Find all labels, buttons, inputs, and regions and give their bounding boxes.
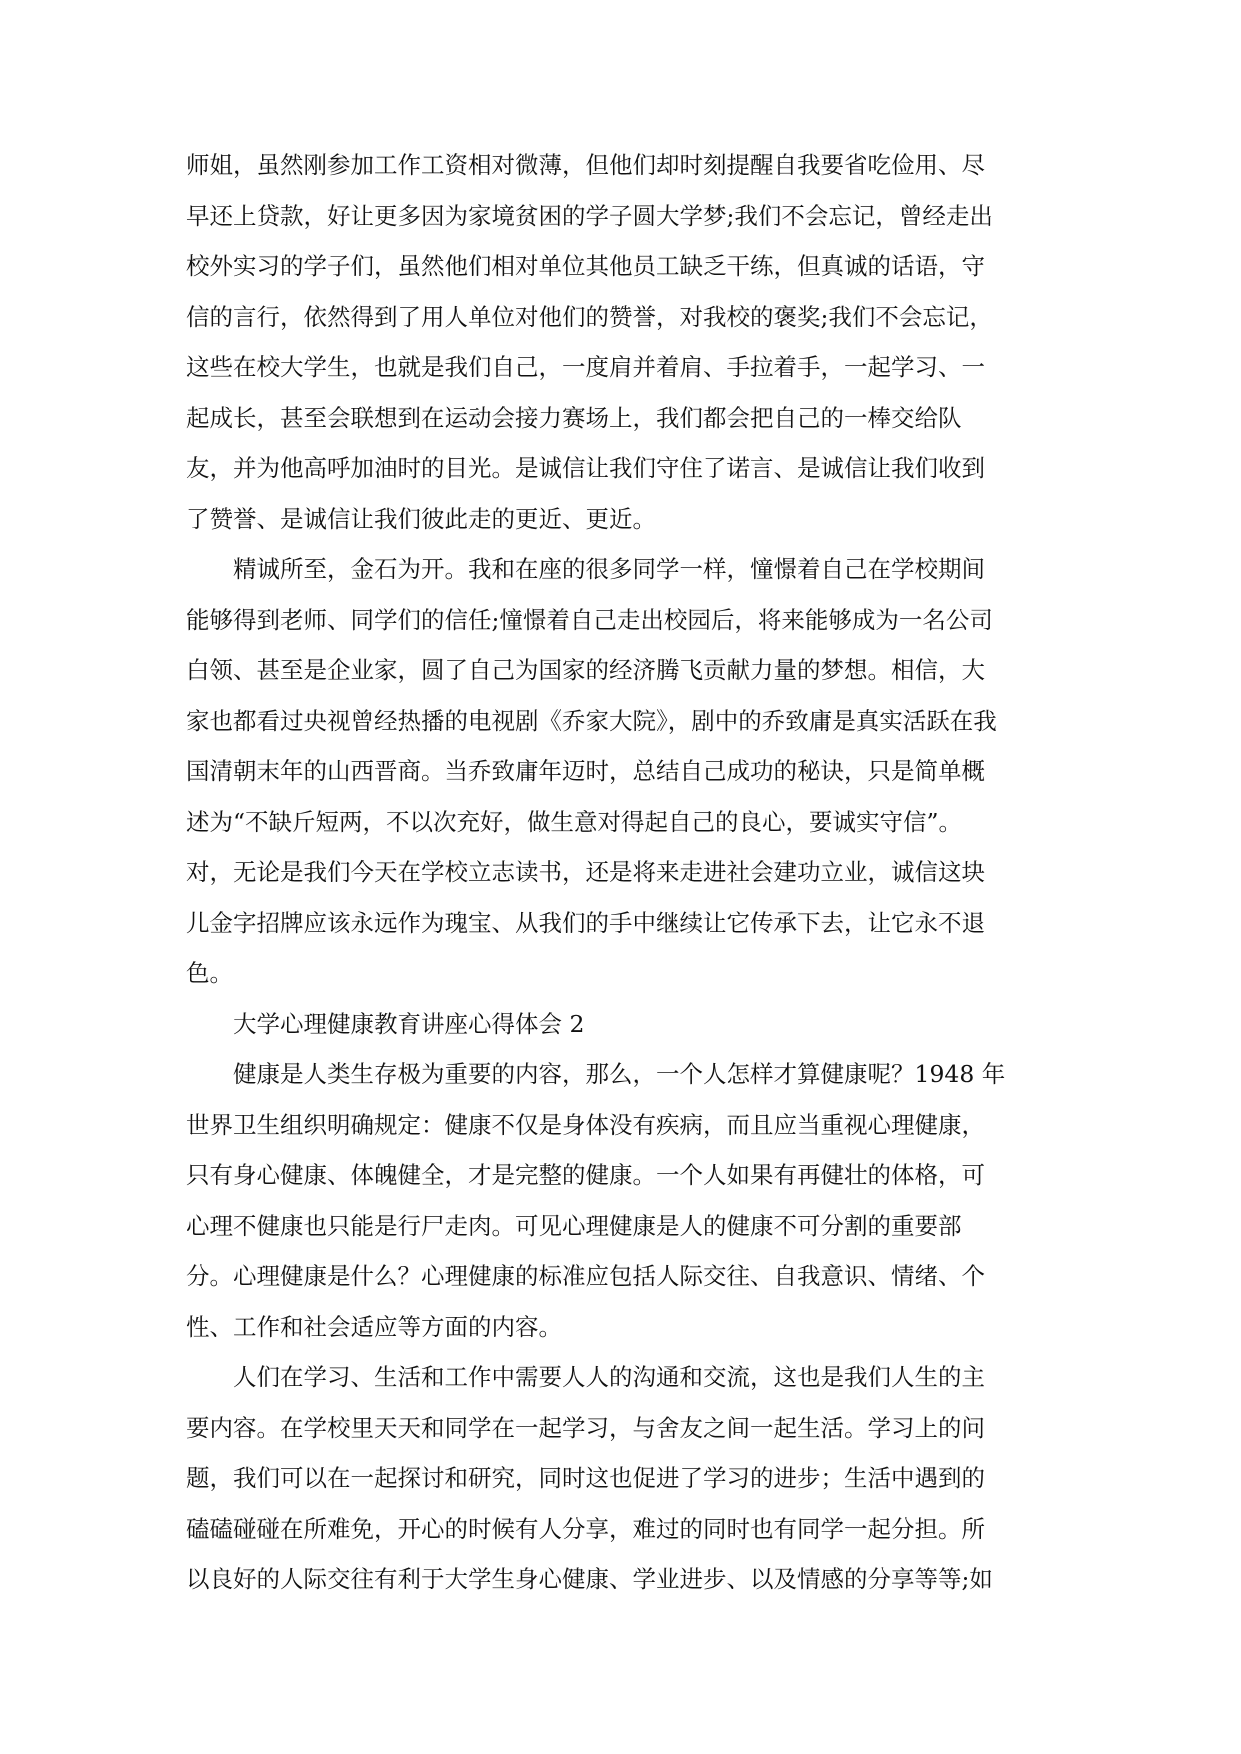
text-line: 了赞誉、是诚信让我们彼此走的更近、更近。 <box>186 504 656 533</box>
paragraph-first-line: 健康是人类生存极为重要的内容，那么，一个人怎样才算健康呢？1948 年 <box>233 1060 1006 1088</box>
text-line: 校外实习的学子们，虽然他们相对单位其他员工缺乏干练，但真诚的话语，守 <box>186 252 985 280</box>
text-line: 起成长，甚至会联想到在运动会接力赛场上，我们都会把自己的一棒交给队 <box>186 403 962 432</box>
text-line: 能够得到老师、同学们的信任;憧憬着自己走出校园后，将来能够成为一名公司 <box>186 605 993 634</box>
text-line: 世界卫生组织明确规定：健康不仅是身体没有疾病，而且应当重视心理健康， <box>186 1110 985 1139</box>
text-line: 对，无论是我们今天在学校立志读书，还是将来走进社会建功立业，诚信这块 <box>186 858 985 886</box>
paragraph-first-line: 精诚所至，金石为开。我和在座的很多同学一样，憧憬着自己在学校期间 <box>233 555 985 583</box>
text-line: 信的言行，依然得到了用人单位对他们的赞誉，对我校的褒奖;我们不会忘记， <box>186 302 993 331</box>
text-line: 心理不健康也只能是行尸走肉。可见心理健康是人的健康不可分割的重要部 <box>186 1211 962 1240</box>
text-line: 友，并为他高呼加油时的目光。是诚信让我们守住了诺言、是诚信让我们收到 <box>186 454 985 482</box>
document-body <box>186 140 1066 1605</box>
text-line: 儿金字招牌应该永远作为瑰宝、从我们的手中继续让它传承下去，让它永不退 <box>186 908 985 937</box>
text-line: 分。心理健康是什么？心理健康的标准应包括人际交往、自我意识、情绪、个 <box>186 1262 985 1290</box>
text-line: 述为“不缺斤短两，不以次充好，做生意对得起自己的良心，要诚实守信”。 <box>186 807 963 836</box>
text-line: 题，我们可以在一起探讨和研究，同时这也促进了学习的进步；生活中遇到的 <box>186 1464 985 1492</box>
text-line: 家也都看过央视曾经热播的电视剧《乔家大院》，剧中的乔致庸是真实活跃在我 <box>186 706 997 735</box>
text-line: 白领、甚至是企业家，圆了自己为国家的经济腾飞贡献力量的梦想。相信，大 <box>186 656 985 684</box>
text-line: 色。 <box>186 959 233 987</box>
text-line: 要内容。在学校里天天和同学在一起学习，与舍友之间一起生活。学习上的问 <box>186 1413 985 1442</box>
text-line: 只有身心健康、体魄健全，才是完整的健康。一个人如果有再健壮的体格，可 <box>186 1161 985 1189</box>
text-line: 早还上贷款，好让更多因为家境贫困的学子圆大学梦;我们不会忘记，曾经走出 <box>186 201 993 230</box>
text-line: 磕磕碰碰在所难免，开心的时候有人分享，难过的同时也有同学一起分担。所 <box>186 1514 985 1543</box>
text-line: 性、工作和社会适应等方面的内容。 <box>186 1312 562 1341</box>
section-heading: 大学心理健康教育讲座心得体会 2 <box>233 1009 585 1038</box>
text-line: 师姐，虽然刚参加工作工资相对微薄，但他们却时刻提醒自我要省吃俭用、尽 <box>186 151 985 179</box>
text-line: 国清朝末年的山西晋商。当乔致庸年迈时，总结自己成功的秘诀，只是简单概 <box>186 757 985 785</box>
text-line: 这些在校大学生，也就是我们自己，一度肩并着肩、手拉着手，一起学习、一 <box>186 353 985 381</box>
text-line: 以良好的人际交往有利于大学生身心健康、学业进步、以及情感的分享等等;如 <box>186 1565 993 1593</box>
paragraph-first-line: 人们在学习、生活和工作中需要人人的沟通和交流，这也是我们人生的主 <box>233 1363 985 1391</box>
